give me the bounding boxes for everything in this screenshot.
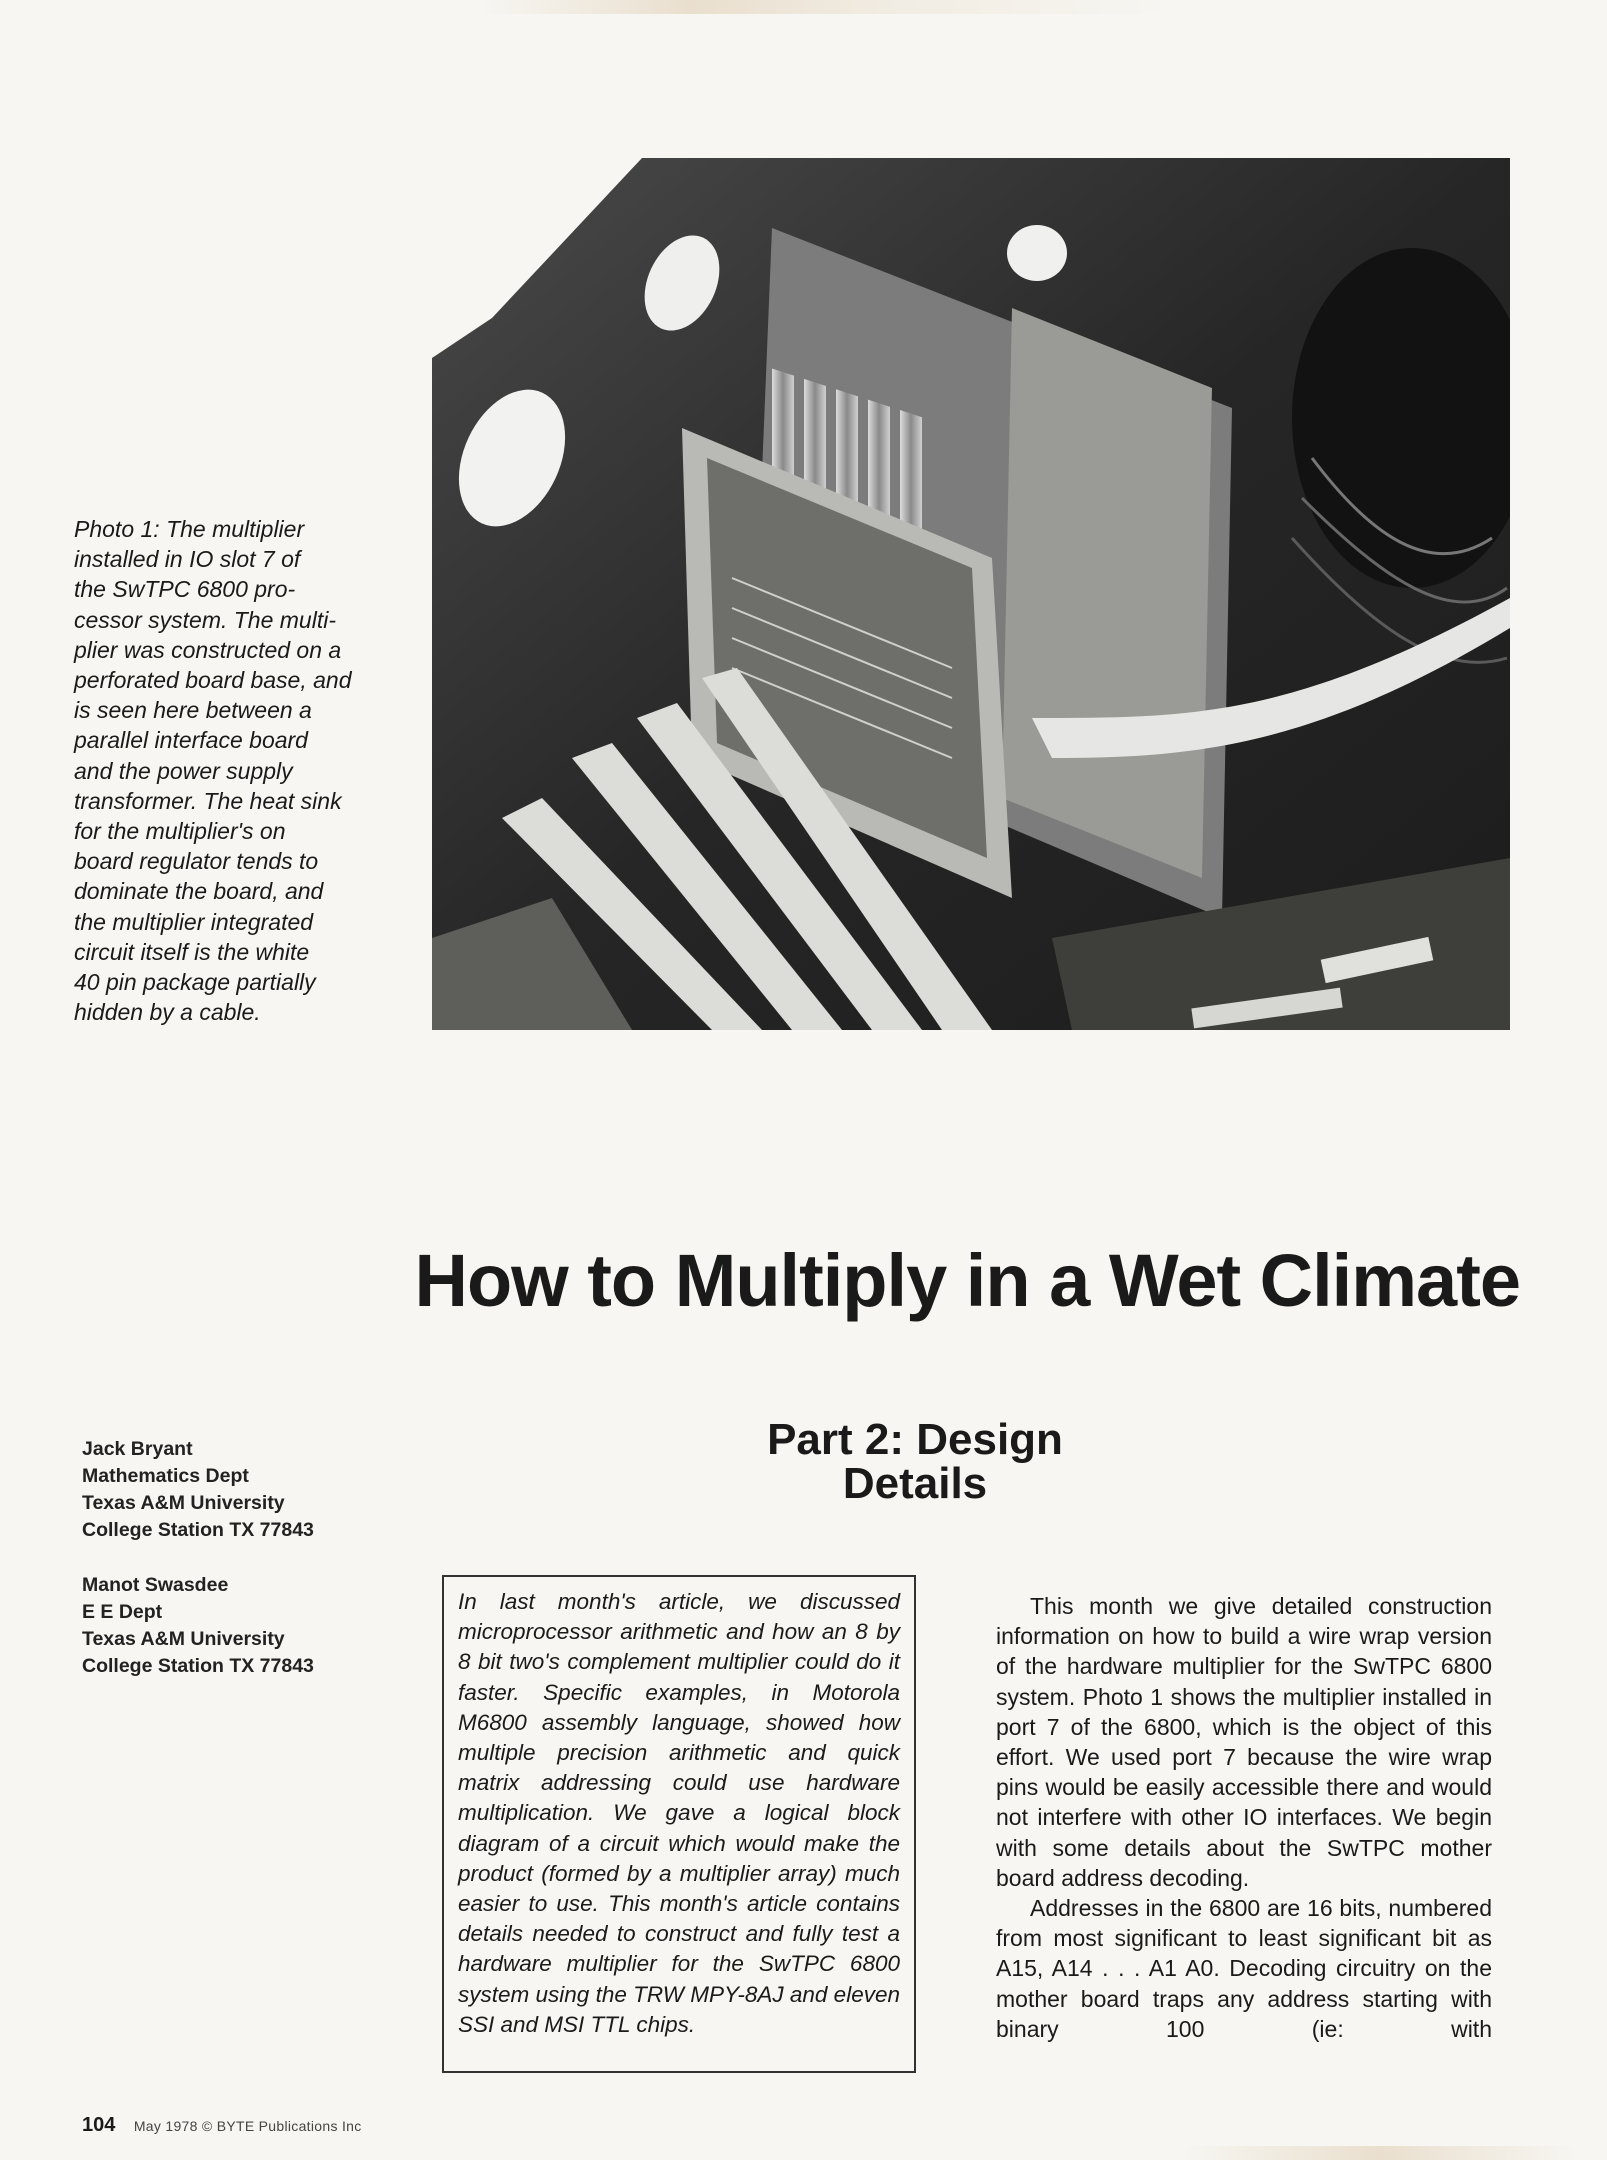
- caption-line: board regulator tends to: [74, 848, 319, 875]
- caption-line: the SwTPC 6800 pro-: [74, 576, 296, 603]
- caption-line: hidden by a cable.: [74, 999, 261, 1026]
- author-university: Texas A&M University: [82, 1492, 285, 1514]
- body-paragraph: Addresses in the 6800 are 16 bits, numbered from most significant to least significant bit as A15, A14 . . . A1 A0. Decoding circuitry on the mother board traps any address starting with binary 100 (ie: with: [996, 1895, 1492, 2042]
- caption-line: perforated board base, and: [74, 667, 352, 694]
- page-number: 104: [82, 2114, 116, 2136]
- caption-line: and the power supply: [74, 757, 293, 784]
- author-university: Texas A&M University: [82, 1628, 285, 1650]
- multiplier-photo-illustration: [432, 158, 1510, 1030]
- author-dept: Mathematics Dept: [82, 1465, 249, 1487]
- caption-line: 40 pin package partially: [74, 969, 316, 996]
- page-edge-bottom: [1180, 2146, 1580, 2160]
- multiplier-photo: [432, 158, 1510, 1030]
- caption-line: circuit itself is the white: [74, 938, 310, 965]
- caption-line: Photo 1: The multiplier: [74, 516, 305, 542]
- caption-line: plier was constructed on a: [74, 636, 342, 663]
- author-city: College Station TX 77843: [82, 1655, 314, 1677]
- caption-line: cessor system. The multi-: [74, 606, 336, 633]
- caption-line: parallel interface board: [74, 727, 308, 754]
- author-dept: E E Dept: [82, 1601, 163, 1623]
- author-block: [82, 1436, 382, 1544]
- footer-credit: May 1978 © BYTE Publications Inc: [133, 2118, 362, 2134]
- body-column: [996, 1591, 1492, 2044]
- article-subtitle: Part 2: Design Details: [767, 1415, 1063, 1508]
- author-block: [82, 1572, 382, 1680]
- caption-line: transformer. The heat sink: [74, 787, 342, 814]
- abstract-text: In last month's article, we discussed microprocessor arithmetic and how an 8 by 8 bit two's complement multiplier could do it faster. Specific examples, in Motorola M6800 assembly language, showed how multiple precision arithmetic and quick matrix addressing could use hardware multiplication. We gave a logical block diagram of a circuit which would make the product (formed by a multiplier array) much easier to use. This month's article contains details needed to construct and fully test a hardware multiplier for the SwTPC 6800 system using the TRW MPY-8AJ and eleven SSI and MSI TTL chips.: [458, 1589, 900, 2037]
- author-city: College Station TX 77843: [82, 1519, 314, 1541]
- caption-line: the multiplier integrated: [74, 908, 314, 935]
- page-footer: [82, 2114, 362, 2137]
- caption-line: installed in IO slot 7 of: [74, 546, 301, 573]
- author-name: Manot Swasdee: [82, 1574, 229, 1596]
- abstract-box: [442, 1575, 916, 2073]
- body-paragraph: This month we give detailed construction information on how to build a wire wrap version of the hardware multiplier for the SwTPC 6800 system. Photo 1 shows the multiplier installed in port 7 of the 6800, which is the object of this effort. We used port 7 because the wire wrap pins would be easily accessible there and would not interfere with other IO interfaces. We begin with some details about the SwTPC mother board address decoding.: [996, 1593, 1492, 1891]
- page-edge-top: [480, 0, 1180, 14]
- author-name: Jack Bryant: [82, 1438, 193, 1460]
- article-title: How to Multiply in a Wet Climate: [414, 1239, 1520, 1322]
- caption-line: is seen here between a: [74, 697, 312, 724]
- photo-caption: [74, 514, 374, 1027]
- caption-line: for the multiplier's on: [74, 818, 286, 845]
- caption-line: dominate the board, and: [74, 878, 324, 905]
